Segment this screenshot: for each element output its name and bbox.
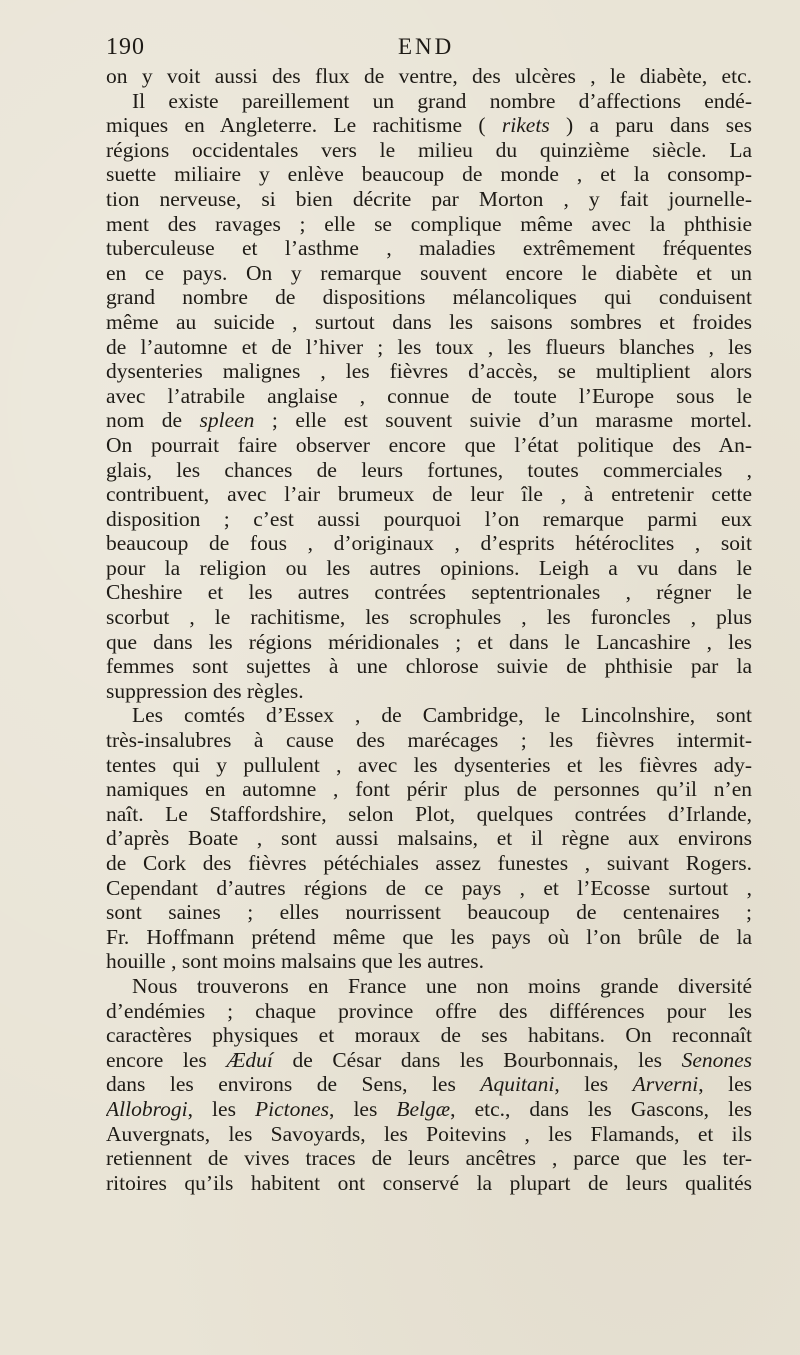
italic-term: Æduí	[226, 1047, 273, 1072]
italic-term: Belgæ	[396, 1096, 451, 1121]
text-line: régions occidentales vers le milieu du quinzième siècle. La	[106, 137, 752, 162]
running-head: END	[398, 34, 455, 59]
text-line: d’après Boate , sont aussi malsains, et il règne aux environs	[106, 826, 752, 851]
italic-term: spleen	[199, 408, 255, 433]
text-line: sont saines ; elles nourrissent beaucoup de centenaires ;	[106, 900, 752, 925]
text-line: Il existe pareillement un grand nombre d’affections endé-	[132, 88, 752, 113]
page-number: 190	[106, 34, 145, 60]
text-line: Les comtés d’Essex , de Cambridge, le Lincolnshire, sont	[132, 703, 752, 728]
text-line	[106, 408, 752, 433]
text-line: houille , sont moins malsains que les autres.	[106, 949, 484, 974]
italic-term: rikets	[501, 113, 550, 138]
text-run: , etc., dans les Gascons, les	[450, 1096, 752, 1121]
text-line: tuberculeuse et l’asthme , maladies extrêmement fréquentes	[106, 236, 752, 261]
text-line: suppression des règles.	[106, 678, 304, 703]
text-line: retiennent de vives traces de leurs ancêtres , parce que les ter-	[106, 1146, 752, 1171]
text-run: de César dans les Bourbonnais, les	[272, 1047, 682, 1072]
page-header	[106, 34, 752, 64]
text-line: suette miliaire y enlève beaucoup de monde , et la consomp-	[106, 162, 752, 187]
text-line: dysenteries malignes , les fièvres d’accès, se multiplient alors	[106, 359, 752, 384]
text-run: , les	[329, 1096, 397, 1121]
text-run: dans les environs de Sens, les	[106, 1072, 481, 1097]
text-line: avec l’atrabile anglaise , connue de toute l’Europe sous le	[106, 383, 752, 408]
text-run: , les	[698, 1072, 752, 1097]
text-line: grand nombre de dispositions mélancoliques qui conduisent	[106, 285, 752, 310]
text-line: tion nerveuse, si bien décrite par Morton , y fait journelle-	[106, 186, 752, 211]
italic-term: Senones	[681, 1047, 752, 1072]
text-run: miques en Angleterre. Le rachitisme (	[106, 113, 502, 138]
text-line: Cependant d’autres régions de ce pays , et l’Ecosse surtout ,	[106, 875, 752, 900]
text-line: Nous trouverons en France une non moins grande diversité	[132, 973, 752, 998]
text-line: disposition ; c’est aussi pourquoi l’on remarque parmi eux	[106, 506, 752, 531]
text-line	[106, 113, 752, 138]
text-line: très-insalubres à cause des marécages ; les fièvres intermit-	[106, 728, 752, 753]
text-line: de Cork des fièvres pétéchiales assez funestes , suivant Rogers.	[106, 851, 752, 875]
text-line: tentes qui y pullulent , avec les dysenteries et les fièvres ady-	[106, 752, 752, 777]
text-line: en ce pays. On y remarque souvent encore le diabète et un	[106, 260, 752, 285]
text-line: Cheshire et les autres contrées septentrionales , régner le	[106, 580, 752, 605]
italic-term: Allobrogi	[106, 1096, 188, 1121]
text-line: contribuent, avec l’air brumeux de leur île , à entretenir cette	[106, 482, 752, 507]
text-line: même au suicide , surtout dans les saisons sombres et froides	[106, 309, 752, 334]
text-line: pour la religion ou les autres opinions. Leigh a vu dans le	[106, 555, 752, 580]
text-run: , les	[187, 1096, 255, 1121]
text-line	[106, 1072, 752, 1097]
italic-term: Pictones	[254, 1096, 330, 1121]
text-line: namiques en automne , font périr plus de personnes qu’il n’en	[106, 777, 752, 802]
text-line: naît. Le Staffordshire, selon Plot, quelques contrées d’Irlande,	[106, 801, 752, 826]
text-run: encore les	[106, 1047, 227, 1072]
text-line: caractères physiques et moraux de ses habitans. On reconnaît	[106, 1023, 752, 1048]
text-line: beaucoup de fous , d’originaux , d’esprits hétéroclites , soit	[106, 531, 752, 556]
text-line: ritoires qu’ils habitent ont conservé la plupart de leurs qualités	[106, 1170, 752, 1195]
text-line	[106, 1048, 752, 1073]
text-run: ; elle est souvent suivie d’un marasme mortel.	[254, 408, 752, 433]
text-run: ) a paru dans ses	[549, 113, 752, 138]
text-run: nom de	[106, 408, 200, 433]
text-line: Auvergnats, les Savoyards, les Poitevins , les Flamands, et ils	[106, 1121, 752, 1146]
text-run: , les	[554, 1072, 633, 1097]
italic-term: Aquitani	[480, 1072, 555, 1097]
text-line: scorbut , le rachitisme, les scrophules , les furoncles , plus	[106, 605, 752, 630]
text-line	[106, 1097, 752, 1122]
text-line: d’endémies ; chaque province offre des différences pour les	[106, 998, 752, 1023]
text-line: de l’automne et de l’hiver ; les toux , les flueurs blanches , les	[106, 334, 752, 359]
text-line: on y voit aussi des flux de ventre, des ulcères , le diabète, etc.	[106, 64, 752, 88]
text-body	[106, 64, 752, 1195]
text-line: glais, les chances de leurs fortunes, toutes commerciales ,	[106, 457, 752, 482]
text-line: On pourrait faire observer encore que l’état politique des An-	[106, 432, 752, 457]
text-line: que dans les régions méridionales ; et dans le Lancashire , les	[106, 629, 752, 654]
text-line: ment des ravages ; elle se complique même avec la phthisie	[106, 211, 752, 236]
text-line: femmes sont sujettes à une chlorose suivie de phthisie par la	[106, 654, 752, 679]
italic-term: Arverni	[632, 1072, 699, 1097]
text-line: Fr. Hoffmann prétend même que les pays où l’on brûle de la	[106, 924, 752, 949]
